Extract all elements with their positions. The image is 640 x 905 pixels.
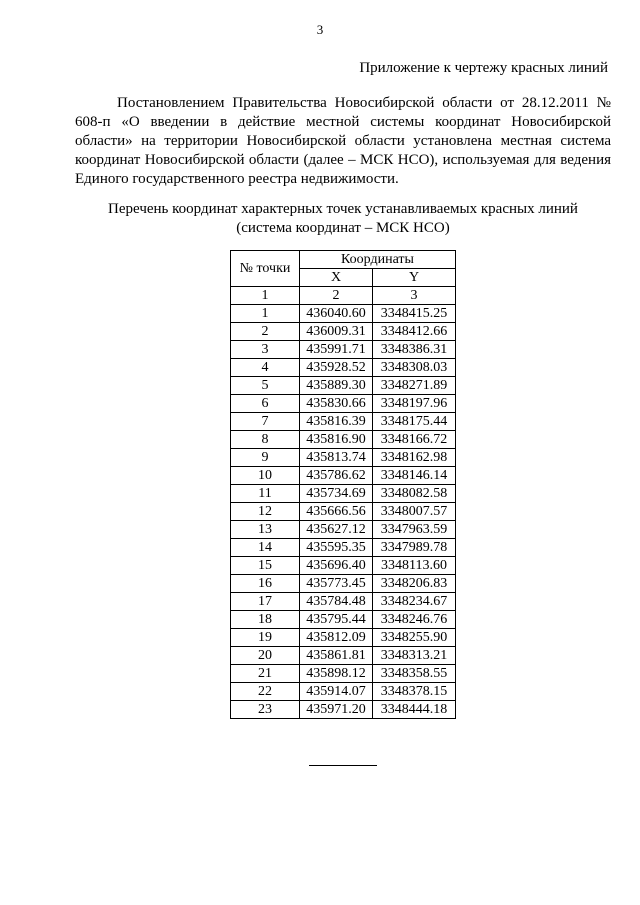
cell-y: 3348358.55 (373, 665, 456, 683)
cell-x: 435889.30 (300, 377, 373, 395)
cell-x: 435666.56 (300, 503, 373, 521)
coordinates-table (230, 250, 456, 719)
cell-x: 435830.66 (300, 395, 373, 413)
column-number: 2 (300, 287, 373, 305)
cell-x: 435595.35 (300, 539, 373, 557)
table-row (231, 323, 456, 341)
header-coordinates: Координаты (300, 251, 456, 269)
cell-point-number: 15 (231, 557, 300, 575)
cell-y: 3348082.58 (373, 485, 456, 503)
cell-x: 436009.31 (300, 323, 373, 341)
cell-y: 3348308.03 (373, 359, 456, 377)
table-row (231, 665, 456, 683)
cell-y: 3348146.14 (373, 467, 456, 485)
cell-point-number: 4 (231, 359, 300, 377)
cell-x: 435734.69 (300, 485, 373, 503)
cell-x: 435928.52 (300, 359, 373, 377)
table-row (231, 701, 456, 719)
cell-x: 435991.71 (300, 341, 373, 359)
column-number: 3 (373, 287, 456, 305)
cell-x: 435971.20 (300, 701, 373, 719)
column-number: 1 (231, 287, 300, 305)
cell-point-number: 5 (231, 377, 300, 395)
table-row (231, 377, 456, 395)
cell-x: 435784.48 (300, 593, 373, 611)
cell-x: 435816.90 (300, 431, 373, 449)
cell-x: 435773.45 (300, 575, 373, 593)
cell-y: 3348412.66 (373, 323, 456, 341)
cell-point-number: 3 (231, 341, 300, 359)
cell-point-number: 23 (231, 701, 300, 719)
cell-point-number: 19 (231, 629, 300, 647)
table-row (231, 431, 456, 449)
cell-point-number: 6 (231, 395, 300, 413)
cell-point-number: 12 (231, 503, 300, 521)
page-number: 3 (316, 22, 324, 37)
cell-x: 435627.12 (300, 521, 373, 539)
caption-line-1: Перечень координат характерных точек устанавливаемых красных линий (108, 201, 578, 217)
header-x: X (300, 269, 373, 287)
cell-y: 3348313.21 (373, 647, 456, 665)
cell-y: 3348175.44 (373, 413, 456, 431)
table-row (231, 395, 456, 413)
cell-point-number: 7 (231, 413, 300, 431)
table-row (231, 413, 456, 431)
table-row (231, 539, 456, 557)
cell-y: 3348113.60 (373, 557, 456, 575)
cell-x: 435914.07 (300, 683, 373, 701)
cell-y: 3348166.72 (373, 431, 456, 449)
table-row (231, 611, 456, 629)
table-row (231, 593, 456, 611)
appendix-title: Приложение к чертежу красных линий (359, 60, 608, 76)
cell-x: 436040.60 (300, 305, 373, 323)
cell-point-number: 22 (231, 683, 300, 701)
table-row (231, 305, 456, 323)
table-body (231, 305, 456, 719)
table-row (231, 467, 456, 485)
cell-point-number: 18 (231, 611, 300, 629)
cell-x: 435816.39 (300, 413, 373, 431)
table-row (231, 503, 456, 521)
cell-point-number: 10 (231, 467, 300, 485)
cell-point-number: 8 (231, 431, 300, 449)
table-column-numbers-row (231, 287, 456, 305)
cell-y: 3347963.59 (373, 521, 456, 539)
end-divider (309, 765, 377, 766)
cell-x: 435898.12 (300, 665, 373, 683)
cell-y: 3348007.57 (373, 503, 456, 521)
table-row (231, 359, 456, 377)
cell-point-number: 16 (231, 575, 300, 593)
cell-y: 3348415.25 (373, 305, 456, 323)
header-point-number: № точки (231, 251, 300, 287)
table-row (231, 485, 456, 503)
cell-y: 3348255.90 (373, 629, 456, 647)
cell-point-number: 11 (231, 485, 300, 503)
cell-x: 435812.09 (300, 629, 373, 647)
cell-point-number: 17 (231, 593, 300, 611)
cell-point-number: 21 (231, 665, 300, 683)
table-row (231, 647, 456, 665)
cell-point-number: 14 (231, 539, 300, 557)
cell-y: 3348444.18 (373, 701, 456, 719)
cell-x: 435696.40 (300, 557, 373, 575)
table-row (231, 683, 456, 701)
cell-y: 3348386.31 (373, 341, 456, 359)
cell-x: 435795.44 (300, 611, 373, 629)
cell-point-number: 9 (231, 449, 300, 467)
header-y: Y (373, 269, 456, 287)
cell-y: 3348197.96 (373, 395, 456, 413)
cell-x: 435813.74 (300, 449, 373, 467)
cell-y: 3348246.76 (373, 611, 456, 629)
cell-point-number: 1 (231, 305, 300, 323)
cell-point-number: 2 (231, 323, 300, 341)
table-row (231, 557, 456, 575)
table-header-row (231, 251, 456, 269)
cell-y: 3348378.15 (373, 683, 456, 701)
cell-point-number: 13 (231, 521, 300, 539)
cell-y: 3348234.67 (373, 593, 456, 611)
intro-paragraph: Постановлением Правительства Новосибирской области от 28.12.2011 № 608-п «О введении в действие местной системы координат Новосибирской области» на территории Новосибирской области установлена местная система координат Новосибирской области (далее – МСК НСО), используемая для ведения Единого государственного реестра недвижимости. (75, 95, 611, 187)
cell-y: 3347989.78 (373, 539, 456, 557)
cell-x: 435786.62 (300, 467, 373, 485)
cell-x: 435861.81 (300, 647, 373, 665)
table-caption (75, 200, 611, 238)
cell-y: 3348206.83 (373, 575, 456, 593)
table-row (231, 575, 456, 593)
table-row (231, 449, 456, 467)
table-row (231, 521, 456, 539)
table-row (231, 341, 456, 359)
cell-y: 3348271.89 (373, 377, 456, 395)
table-row (231, 629, 456, 647)
cell-y: 3348162.98 (373, 449, 456, 467)
cell-point-number: 20 (231, 647, 300, 665)
caption-line-2: (система координат – МСК НСО) (236, 220, 450, 236)
